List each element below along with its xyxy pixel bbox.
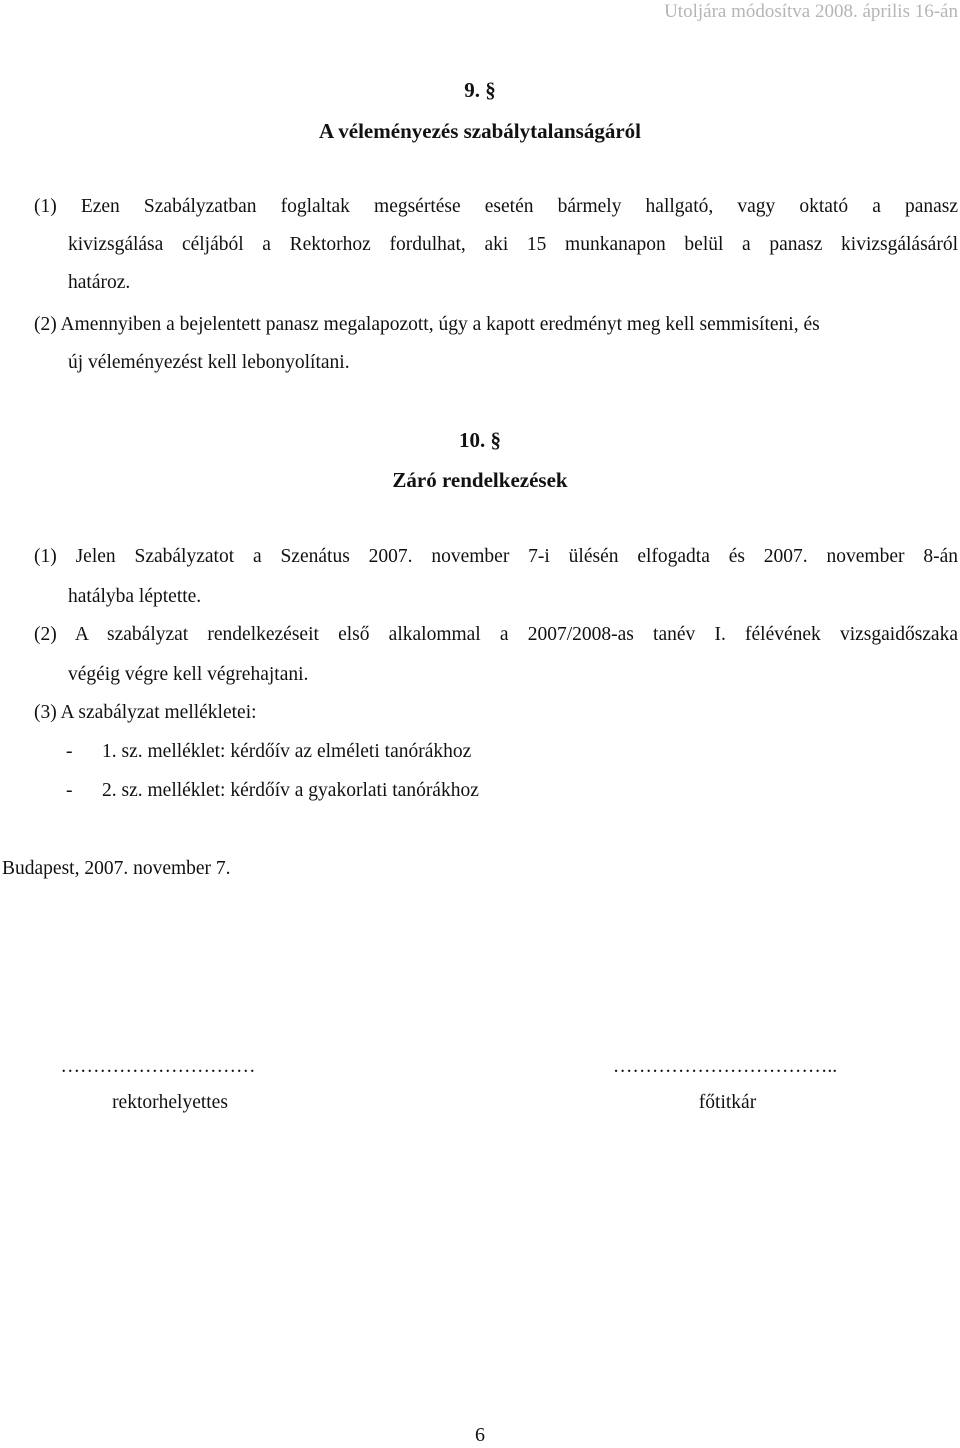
section-9-paragraph-1-line-2: kivizsgálása céljából a Rektorhoz fordulhat, aki 15 munkanapon belül a panasz kivizsgálásáról bbox=[68, 234, 958, 255]
list-item bbox=[66, 778, 479, 804]
section-9-paragraph-2-line-1: (2) Amennyiben a bejelentett panasz megalapozott, úgy a kapott eredményt meg kell semmisíteni, és bbox=[34, 314, 820, 335]
list-dash: - bbox=[66, 780, 73, 801]
signature-label-right: főtitkár bbox=[698, 1092, 757, 1113]
signature-label-left: rektorhelyettes bbox=[112, 1092, 228, 1113]
section-9-paragraph-1-line-3: határoz. bbox=[68, 272, 131, 293]
signature-line-left: ………………………… bbox=[60, 1056, 256, 1077]
annex-1-text: 1. sz. melléklet: kérdőív az elméleti tanórákhoz bbox=[102, 741, 472, 762]
annex-2-text: 2. sz. melléklet: kérdőív a gyakorlati tanórákhoz bbox=[102, 780, 479, 801]
list-dash: - bbox=[66, 741, 73, 762]
section-10-paragraph-2-line-2: végéig végre kell végrehajtani. bbox=[68, 664, 309, 685]
section-9-paragraph-2-line-2: új véleményezést kell lebonyolítani. bbox=[68, 352, 350, 373]
section-10-paragraph-2-line-1: (2) A szabályzat rendelkezéseit első alkalommal a 2007/2008-as tanév I. félévének vizsgaidőszaka bbox=[34, 624, 958, 645]
last-modified-note: Utoljára módosítva 2008. április 16-án bbox=[664, 1, 958, 22]
section-10-paragraph-1-line-2: hatályba léptette. bbox=[68, 586, 202, 607]
section-9-number: 9. § bbox=[464, 78, 496, 102]
list-item bbox=[66, 739, 471, 765]
section-9-paragraph-1-line-1: (1) Ezen Szabályzatban foglaltak megsértése esetén bármely hallgató, vagy oktató a panasz bbox=[34, 196, 958, 217]
section-10-paragraph-3: (3) A szabályzat mellékletei: bbox=[34, 702, 257, 723]
section-10-number: 10. § bbox=[459, 428, 501, 452]
page-number: 6 bbox=[475, 1424, 485, 1446]
place-and-date: Budapest, 2007. november 7. bbox=[2, 858, 231, 879]
section-9-title: A véleményezés szabálytalanságáról bbox=[319, 119, 641, 143]
section-10-title: Záró rendelkezések bbox=[392, 468, 568, 492]
signature-line-right: …………………………….. bbox=[612, 1056, 838, 1077]
section-10-paragraph-1-line-1: (1) Jelen Szabályzatot a Szenátus 2007. november 7-i ülésén elfogadta és 2007. november 8-án bbox=[34, 546, 958, 567]
